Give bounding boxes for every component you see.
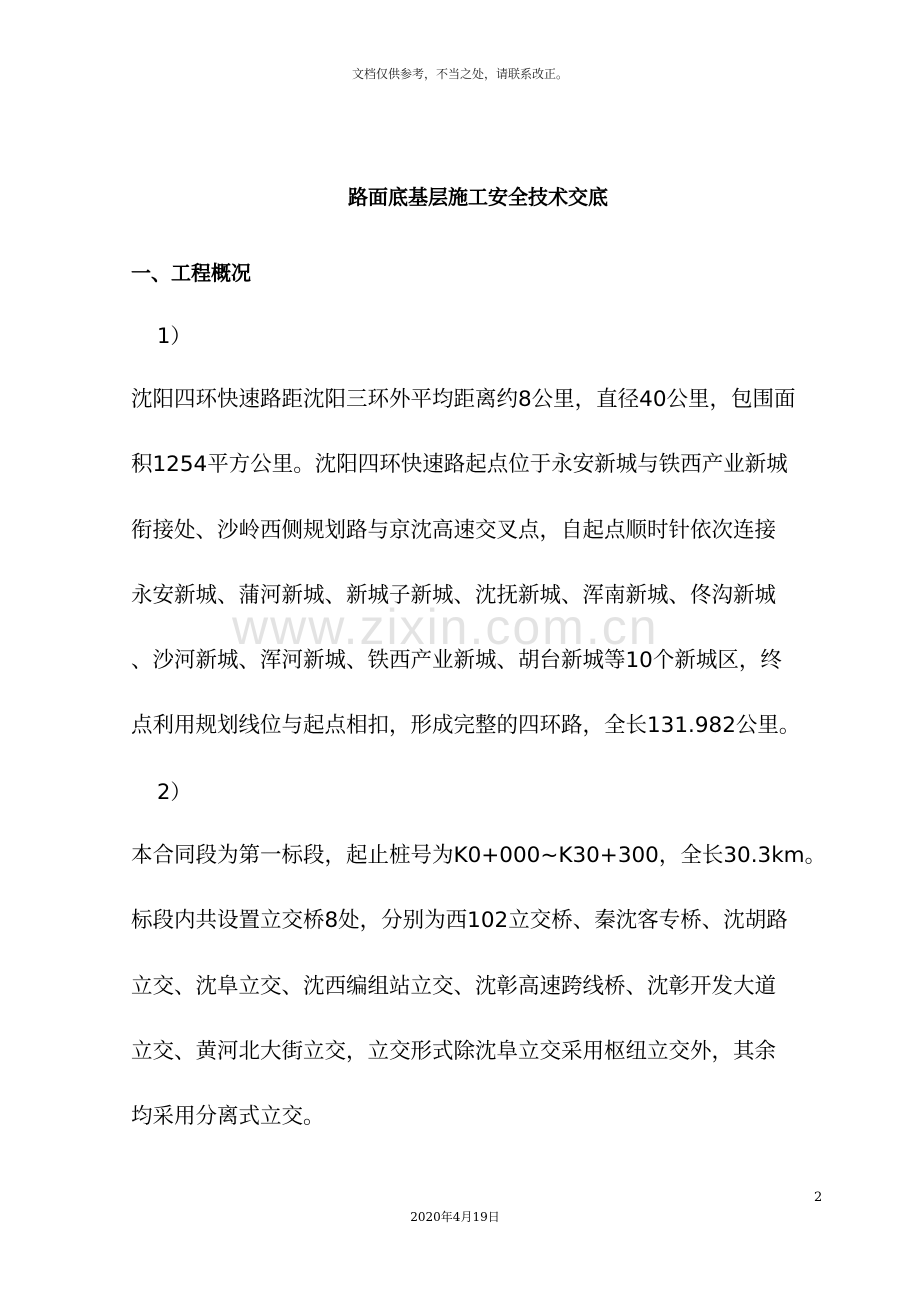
header-disclaimer: 文档仅供参考，不当之处，请联系改正。 xyxy=(351,67,568,81)
paragraph-line: 立交、沈阜立交、沈西编组站立交、沈彰高速跨线桥、沈彰开发大道 xyxy=(131,973,777,999)
item-number-1: 1） xyxy=(157,324,192,348)
paragraph-line: 积1254平方公里。沈阳四环快速路起点位于永安新城与铁西产业新城 xyxy=(131,452,788,478)
watermark: www.zixin.com.cn xyxy=(232,599,659,655)
paragraph-2 xyxy=(131,823,831,1149)
paragraph-line: 均采用分离式立交。 xyxy=(131,1104,325,1130)
footer-date: 2020年4月19日 xyxy=(410,1210,500,1224)
section-heading: 一、工程概况 xyxy=(131,261,251,285)
item-number-2: 2） xyxy=(157,780,192,804)
paragraph-line: 点利用规划线位与起点相扣，形成完整的四环路，全长131.982公里。 xyxy=(131,713,801,739)
page-number: 2 xyxy=(814,1190,823,1205)
paragraph-line: 衔接处、沙岭西侧规划路与京沈高速交叉点，自起点顺时针依次连接 xyxy=(131,517,777,543)
document-title: 路面底基层施工安全技术交底 xyxy=(348,185,608,209)
paragraph-line: 立交、黄河北大街立交，立交形式除沈阜立交采用枢纽立交外，其余 xyxy=(131,1038,777,1064)
paragraph-1 xyxy=(131,367,831,759)
paragraph-line: 永安新城、蒲河新城、新城子新城、沈抚新城、浑南新城、佟沟新城 xyxy=(131,582,777,608)
paragraph-line: 本合同段为第一标段，起止桩号为K0+000~K30+300，全长30.3km。 xyxy=(131,843,827,868)
paragraph-line: 标段内共设置立交桥8处，分别为西102立交桥、秦沈客专桥、沈胡路 xyxy=(131,908,788,934)
paragraph-line: 、沙河新城、浑河新城、铁西产业新城、胡台新城等10个新城区，终 xyxy=(131,648,782,674)
paragraph-line: 沈阳四环快速路距沈阳三环外平均距离约8公里，直径40公里，包围面 xyxy=(131,387,796,412)
